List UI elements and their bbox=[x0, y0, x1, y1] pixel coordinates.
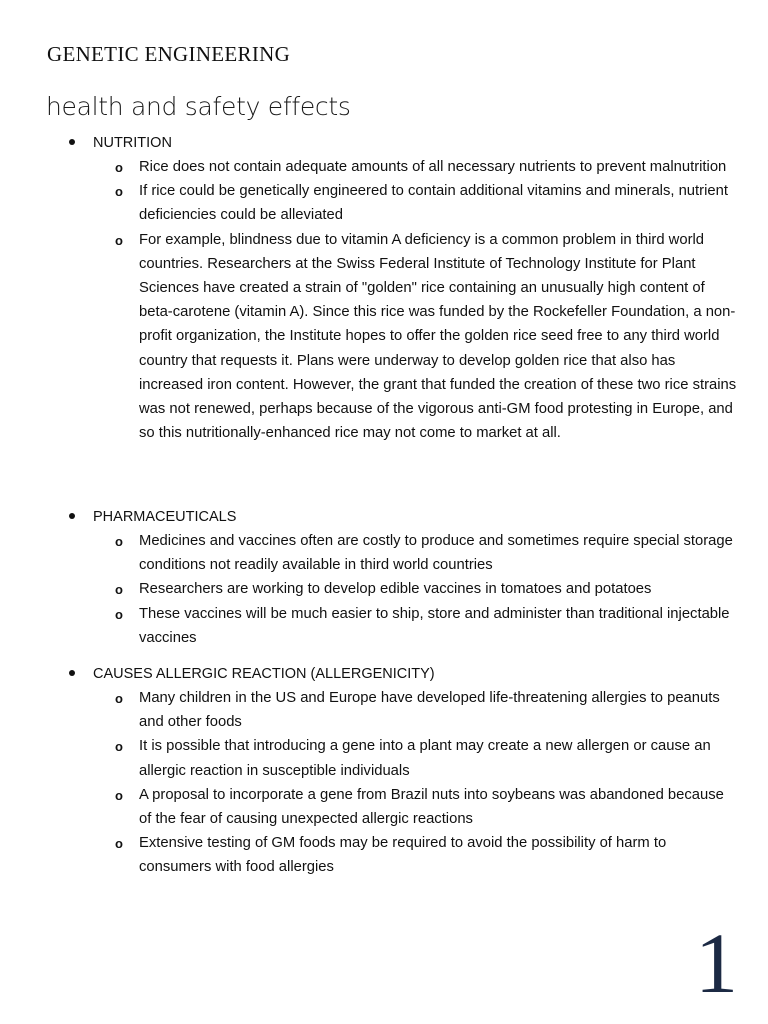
section-heading: PHARMACEUTICALS bbox=[93, 509, 237, 525]
hollow-bullet-icon: o bbox=[115, 160, 123, 175]
hollow-bullet-icon: o bbox=[115, 606, 123, 622]
list-item bbox=[0, 686, 739, 734]
hollow-bullet-icon: o bbox=[115, 836, 123, 852]
hollow-bullet-icon: o bbox=[115, 534, 123, 549]
list-item bbox=[0, 602, 739, 650]
list-item bbox=[0, 783, 739, 831]
hollow-bullet-icon: o bbox=[115, 232, 123, 248]
list-item-text: Extensive testing of GM foods may be required to avoid the possibility of harm to consumers with food allergies bbox=[139, 835, 667, 876]
sub-list bbox=[0, 686, 768, 880]
sub-list bbox=[0, 529, 768, 650]
list-item-text: If rice could be genetically engineered to contain additional vitamins and minerals, nutrient deficiencies could be alleviated bbox=[139, 183, 728, 224]
section-heading: CAUSES ALLERGIC REACTION (ALLERGENICITY) bbox=[93, 666, 435, 682]
list-item bbox=[0, 179, 739, 227]
list-item bbox=[0, 831, 739, 879]
bullet-icon bbox=[69, 139, 75, 145]
bullet-icon bbox=[69, 670, 75, 676]
list-item bbox=[0, 577, 739, 601]
bullet-icon bbox=[69, 513, 75, 519]
section-heading: NUTRITION bbox=[93, 135, 172, 151]
list-item-text: Medicines and vaccines often are costly to produce and sometimes require special storage conditions not readily available in third world countries bbox=[139, 533, 733, 574]
page-number: 1 bbox=[695, 915, 738, 1011]
list-item-text: Rice does not contain adequate amounts of all necessary nutrients to prevent malnutrition bbox=[139, 159, 727, 175]
list-item-text: Researchers are working to develop edible vaccines in tomatoes and potatoes bbox=[139, 581, 652, 598]
hollow-bullet-icon: o bbox=[115, 582, 123, 598]
hollow-bullet-icon: o bbox=[115, 691, 123, 706]
list-item bbox=[0, 529, 739, 577]
list-item bbox=[0, 228, 739, 446]
list-item bbox=[0, 155, 739, 179]
hollow-bullet-icon: o bbox=[115, 184, 123, 200]
document-title: GENETIC ENGINEERING bbox=[47, 42, 291, 66]
list-item-text: These vaccines will be much easier to ship, store and administer than traditional injectable vaccines bbox=[139, 605, 730, 646]
sub-list bbox=[0, 155, 768, 445]
list-item-text: Many children in the US and Europe have developed life-threatening allergies to peanuts and other foods bbox=[139, 690, 720, 731]
hollow-bullet-icon: o bbox=[115, 787, 123, 803]
document-subtitle: health and safety effects bbox=[46, 92, 351, 121]
list-item-text: For example, blindness due to vitamin A deficiency is a common problem in third world countries. Researchers at the Swiss Federal Institute of Technology Institute for Plant Sciences have created a strain of "golden" rice containing an unusually high content of beta-carotene (vitamin A). Since this rice was funded by the Rockefeller Foundation, a non-profit organization, the Institute hopes to offer the golden rice seed free to any third world country that requests it. Plans were underway to develop golden rice that also has increased iron content. However, the grant that funded the creation of these two rice strains was not renewed, perhaps because of the vigorous anti-GM food protesting in Europe, and so this nutritionally-enhanced rice may not come to market at all. bbox=[139, 231, 737, 442]
list-item-text: It is possible that introducing a gene into a plant may create a new allergen or cause an allergic reaction in susceptible individuals bbox=[139, 738, 711, 779]
list-item-text: A proposal to incorporate a gene from Brazil nuts into soybeans was abandoned because of the fear of causing unexpected allergic reactions bbox=[139, 786, 724, 828]
list-item bbox=[0, 734, 739, 782]
hollow-bullet-icon: o bbox=[115, 739, 123, 755]
